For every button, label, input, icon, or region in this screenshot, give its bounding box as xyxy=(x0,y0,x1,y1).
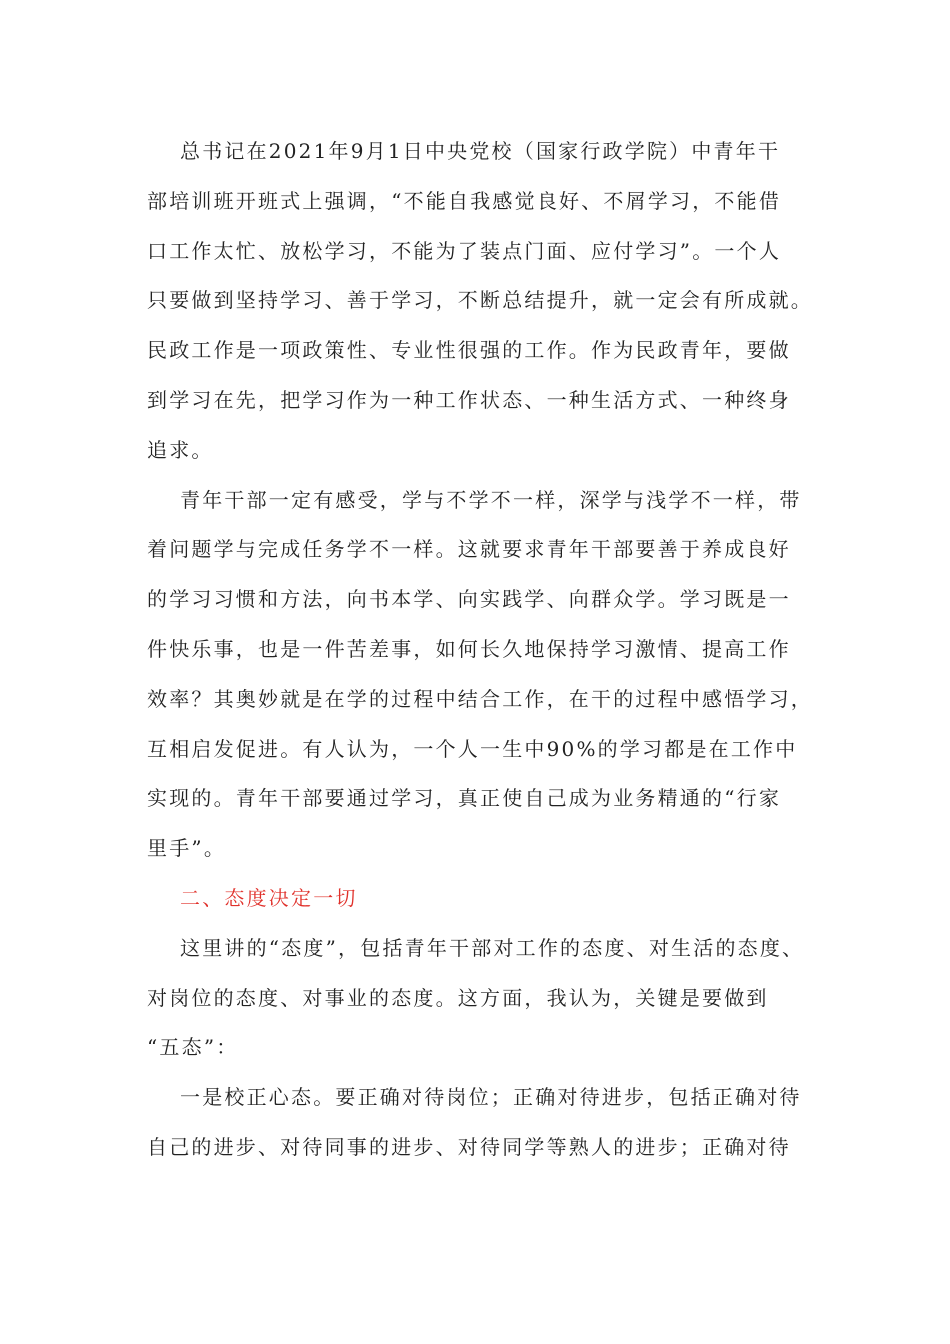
paragraph-line: 件快乐事，也是一件苦差事，如何长久地保持学习激情、提高工作 xyxy=(147,637,791,661)
paragraph-line: 只要做到坚持学习、善于学习，不断总结提升，就一定会有所成就。 xyxy=(147,288,813,313)
paragraph-line: 着问题学与完成任务学不一样。这就要求青年干部要善于养成良好 xyxy=(147,537,791,562)
paragraph-line: 民政工作是一项政策性、专业性很强的工作。作为民政青年，要做 xyxy=(147,338,791,363)
paragraph-line: 口工作太忙、放松学习，不能为了装点门面、应付学习”。一个人 xyxy=(147,238,782,263)
paragraph-line: 这里讲的“态度”，包括青年干部对工作的态度、对生活的态度、 xyxy=(180,935,805,960)
paragraph-line: 对岗位的态度、对事业的态度。这方面，我认为，关键是要做到 xyxy=(147,985,769,1010)
paragraph-line: 自己的进步、对待同事的进步、对待同学等熟人的进步；正确对待 xyxy=(147,1135,791,1159)
paragraph-line: 的学习习惯和方法，向书本学、向实践学、向群众学。学习既是一 xyxy=(147,587,791,612)
paragraph-line: 青年干部一定有感受，学与不学不一样，深学与浅学不一样，带 xyxy=(180,487,802,512)
paragraph-line: 里手”。 xyxy=(147,836,227,861)
paragraph-line: 部培训班开班式上强调，“不能自我感觉良好、不屑学习，不能借 xyxy=(147,188,782,213)
paragraph-line: 效率？其奥妙就是在学的过程中结合工作，在干的过程中感悟学习， xyxy=(147,686,813,711)
paragraph-line: 互相启发促进。有人认为，一个人一生中90%的学习都是在工作中 xyxy=(147,736,798,761)
paragraph-line: 追求。 xyxy=(147,437,214,462)
paragraph-line: 到学习在先，把学习作为一种工作状态、一种生活方式、一种终身 xyxy=(147,388,791,412)
paragraph-line: 总书记在2021年9月1日中央党校（国家行政学院）中青年干 xyxy=(180,139,781,163)
paragraph-line: 实现的。青年干部要通过学习，真正使自己成为业务精通的“行家 xyxy=(147,786,782,811)
paragraph-line: 一是校正心态。要正确对待岗位；正确对待进步，包括正确对待 xyxy=(180,1085,802,1110)
paragraph-line: “五态”： xyxy=(147,1035,239,1060)
section-heading: 二、态度决定一切 xyxy=(180,886,358,910)
